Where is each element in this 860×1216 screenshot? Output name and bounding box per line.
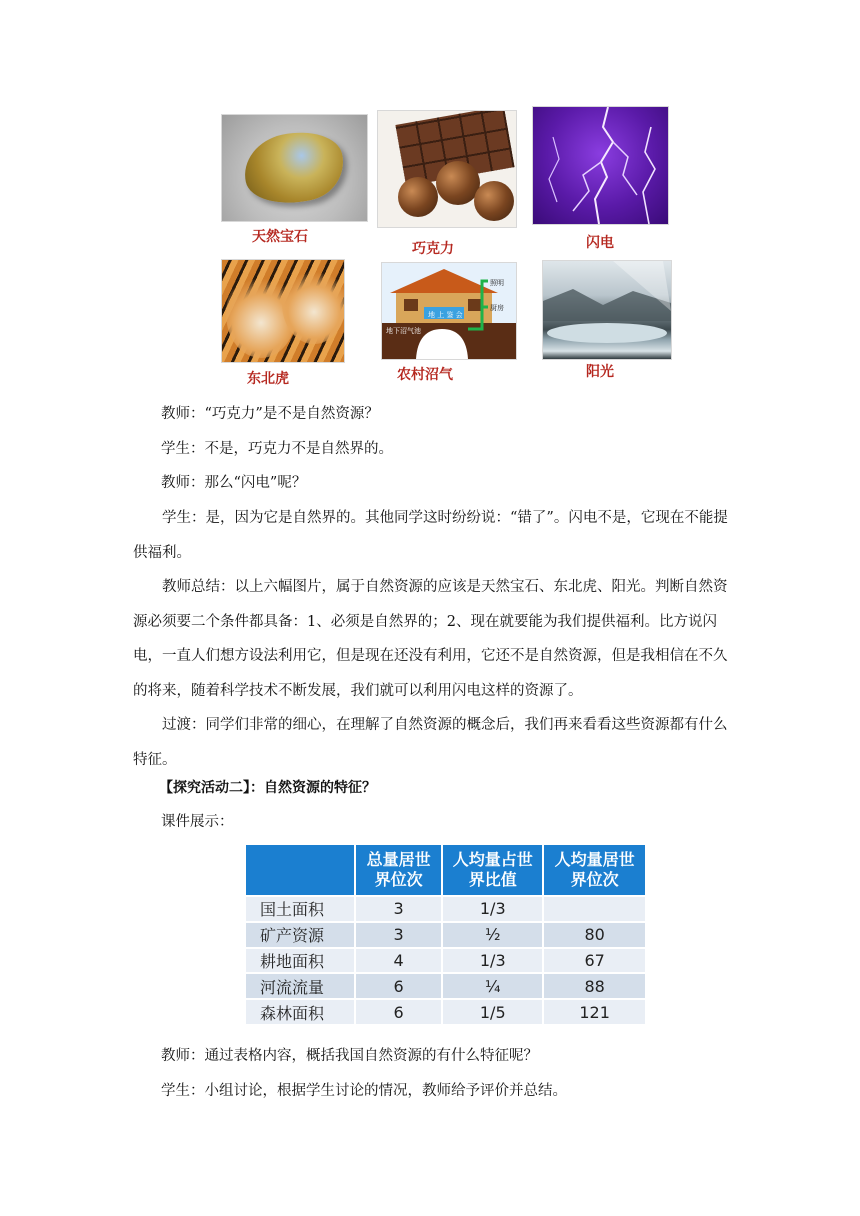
- table-row: [245, 922, 646, 948]
- table-cell: ¼: [442, 973, 543, 999]
- table-cell: 6: [355, 973, 442, 999]
- chocolate-caption: 巧克力: [412, 241, 454, 257]
- sunlight-caption: 阳光: [586, 364, 614, 380]
- activity-heading: 【探究活动二】：自然资源的特征？: [159, 780, 376, 796]
- tiger-photo: [221, 259, 345, 363]
- header-cell: [245, 844, 355, 896]
- dialogue-line: 教师：通过表格内容，概括我国自然资源的有什么特征呢？: [161, 1048, 538, 1064]
- table-cell: 6: [355, 999, 442, 1025]
- dialogue-line: 学生：不是，巧克力不是自然界的。: [161, 441, 393, 457]
- courseware-label: 课件展示：: [161, 814, 234, 830]
- table-cell: 80: [543, 922, 646, 948]
- dialogue-line: 教师：“巧克力”是不是自然资源？: [161, 406, 379, 422]
- gem-caption: 天然宝石: [252, 229, 308, 245]
- table-row: [245, 896, 646, 922]
- dialogue-line: 学生：小组讨论，根据学生讨论的情况，教师给予评价并总结。: [161, 1083, 567, 1099]
- chocolate-photo: [377, 110, 517, 228]
- digester-label: 地下沼气池: [386, 327, 421, 335]
- biogas-photo: [381, 262, 517, 360]
- table-cell: [543, 896, 646, 922]
- house-sign: 地 上 鉴 会: [428, 311, 463, 319]
- dialogue-paragraph: 学生：是，因为它是自然界的。其他同学这时纷纷说：“错了”。闪电不是，它现在不能提供福利。: [133, 510, 728, 561]
- teacher-summary: 教师总结：以上六幅图片，属于自然资源的应该是天然宝石、东北虎、阳光。判断自然资源必须要二个条件都具备：1、必须是自然界的；2、现在就要能为我们提供福利。比方说闪电，一直人们想方设法利用它，但是现在还没有利用，它还不是自然资源，但是我相信在不久的将来，随着科学技术不断发展，我们就可以利用闪电这样的资源了。: [133, 579, 728, 699]
- header-cell: 人均量居世界位次: [543, 844, 646, 896]
- table-cell: 3: [355, 922, 442, 948]
- tiger-caption: 东北虎: [247, 371, 289, 387]
- table-cell: 1/5: [442, 999, 543, 1025]
- row-label: 矿产资源: [245, 922, 355, 948]
- table-cell: 88: [543, 973, 646, 999]
- gem-photo: [221, 114, 368, 222]
- table-cell: ½: [442, 922, 543, 948]
- header-cell: 总量居世界位次: [355, 844, 442, 896]
- dialogue-line: 教师：那么“闪电”呢？: [161, 475, 307, 491]
- row-label: 河流流量: [245, 973, 355, 999]
- lightning-caption: 闪电: [586, 235, 614, 251]
- header-cell: 人均量占世界比值: [442, 844, 543, 896]
- sunlight-photo: [542, 260, 672, 360]
- table-row: [245, 973, 646, 999]
- table-row: [245, 948, 646, 974]
- transition-paragraph: 过渡：同学们非常的细心，在理解了自然资源的概念后，我们再来看看这些资源都有什么特征。: [133, 717, 728, 768]
- table-cell: 1/3: [442, 896, 543, 922]
- row-label: 耕地面积: [245, 948, 355, 974]
- row-label: 国土面积: [245, 896, 355, 922]
- row-label: 森林面积: [245, 999, 355, 1025]
- table-cell: 121: [543, 999, 646, 1025]
- table-cell: 4: [355, 948, 442, 974]
- table-cell: 3: [355, 896, 442, 922]
- table-header-row: [245, 844, 646, 896]
- table-row: [245, 999, 646, 1025]
- table-cell: 1/3: [442, 948, 543, 974]
- table-cell: 67: [543, 948, 646, 974]
- lightning-photo: [532, 106, 669, 225]
- resources-table: [244, 843, 647, 1026]
- kitchen-label: 厨房: [490, 304, 504, 312]
- biogas-caption: 农村沼气: [397, 367, 453, 383]
- lighting-label: 照明: [490, 279, 504, 287]
